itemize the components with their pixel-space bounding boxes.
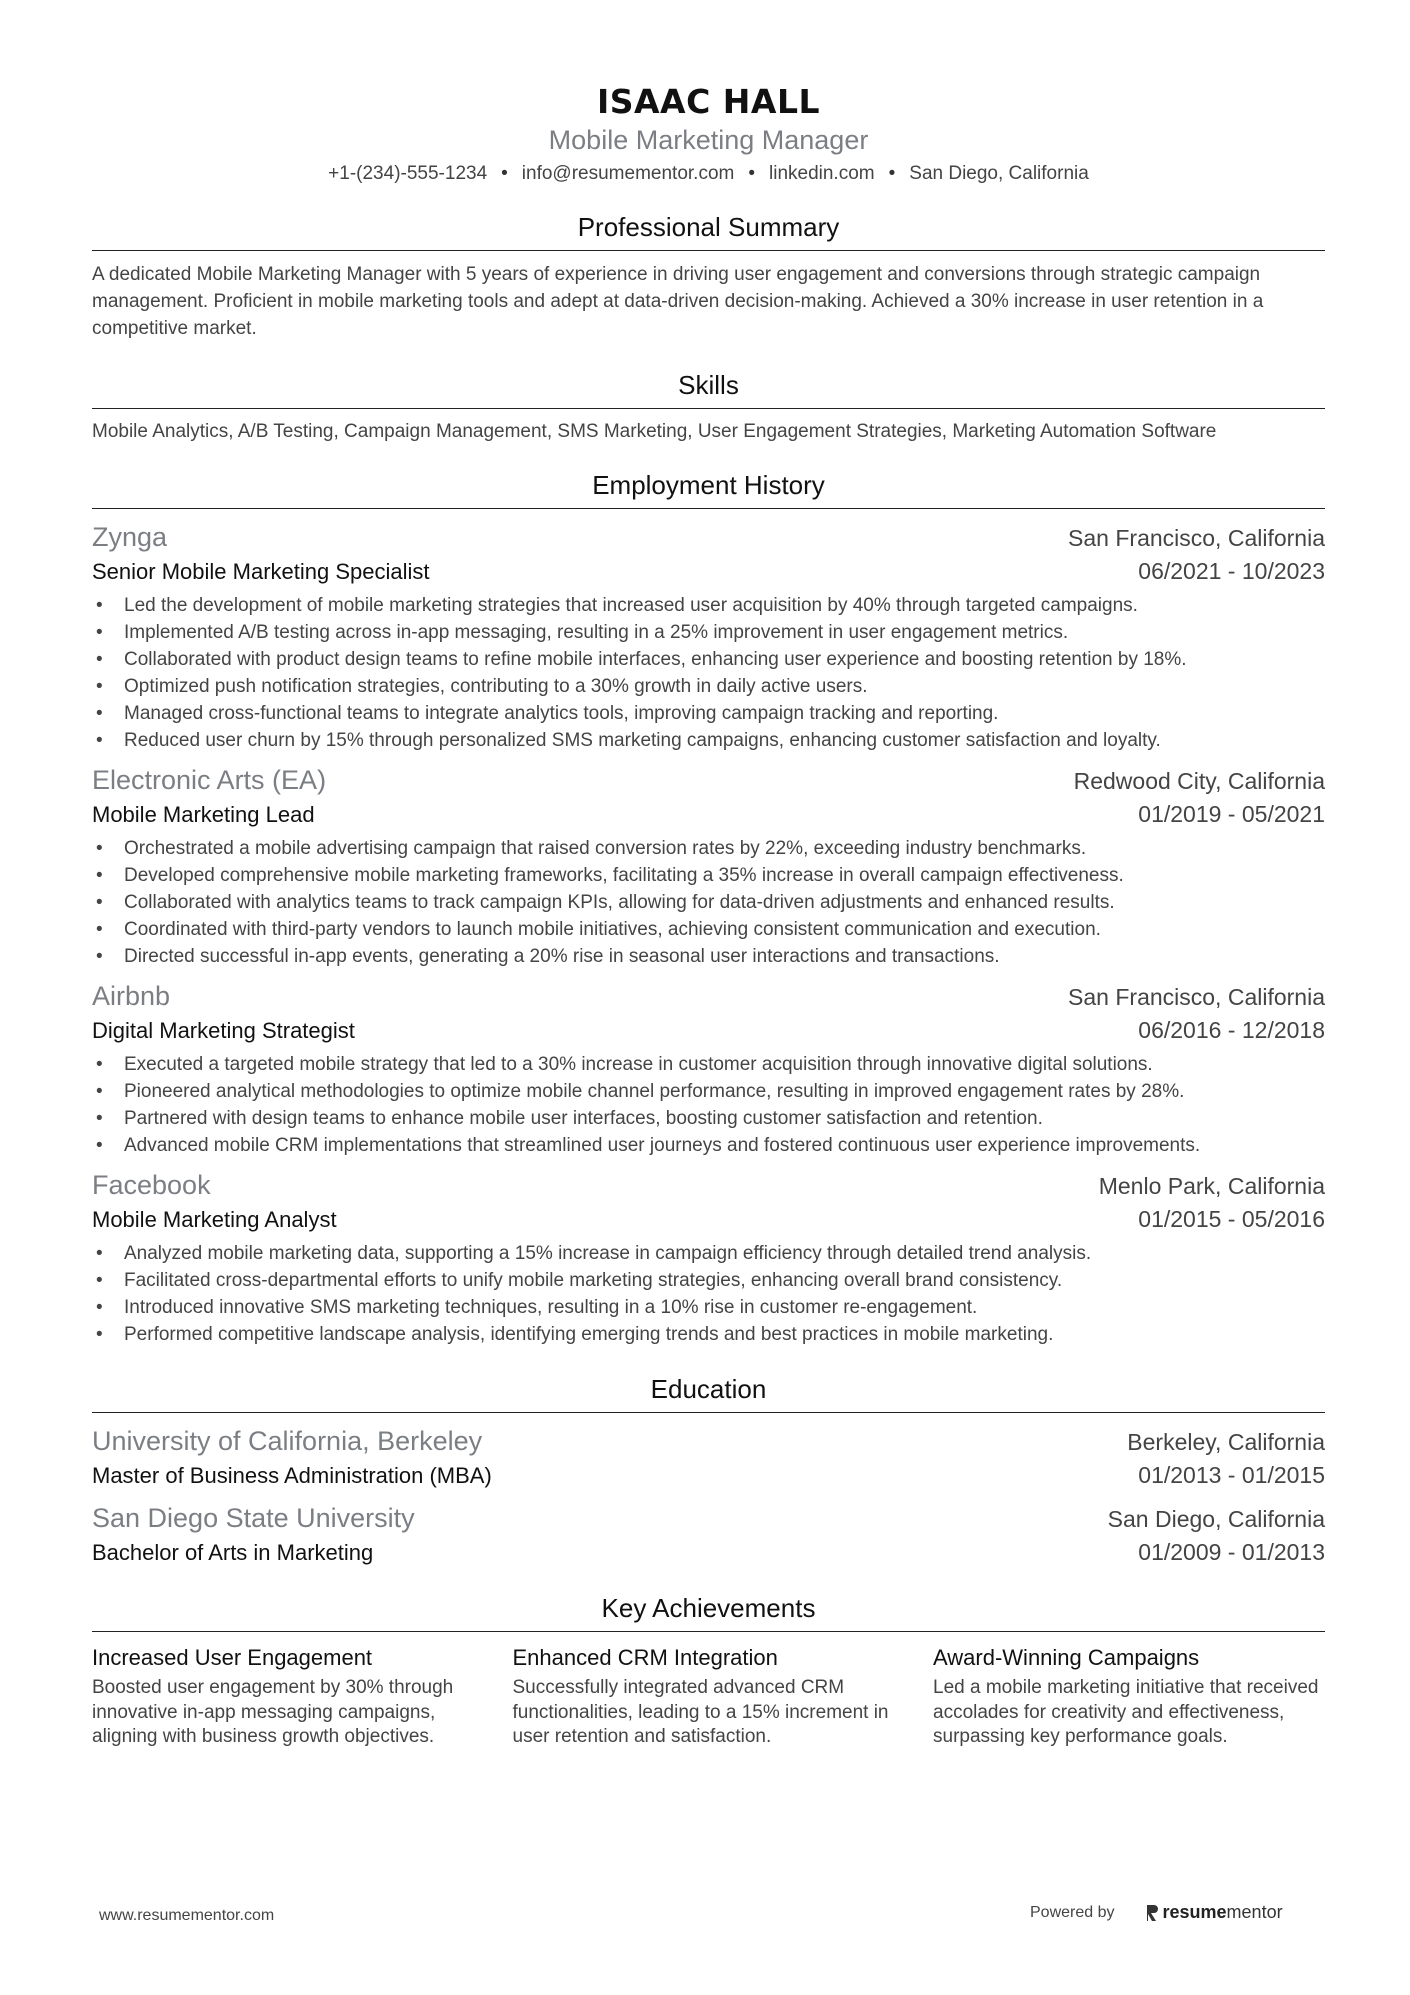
footer-website[interactable]: www.resumementor.com — [99, 1907, 275, 1924]
candidate-name: ISAAC HALL — [596, 82, 821, 121]
job-bullet: • Collaborated with analytics teams to track campaign KPIs, allowing for data-driven adjustments and enhanced results. — [92, 889, 1325, 916]
achievement-desc: Successfully integrated advanced CRM functionalities, leading to a 15% increment in user retention and satisfaction. — [512, 1677, 889, 1747]
job-bullet: • Analyzed mobile marketing data, supporting a 15% increase in campaign efficiency through detailed trend analysis. — [92, 1240, 1325, 1267]
job-location: Menlo Park, California — [1098, 1173, 1325, 1199]
job-company: Zynga — [92, 522, 168, 552]
education-degree: Bachelor of Arts in Marketing — [92, 1540, 374, 1565]
job-bullet: • Led the development of mobile marketing strategies that increased user acquisition by 40% through targeted campaigns. — [92, 592, 1325, 619]
contact-location: San Diego, California — [909, 163, 1089, 184]
job-dates: 06/2021 - 10/2023 — [1138, 558, 1325, 584]
achievement-desc: Boosted user engagement by 30% through innovative in-app messaging campaigns, aligning with business growth objectives. — [92, 1677, 454, 1747]
job-role: Senior Mobile Marketing Specialist — [92, 559, 430, 584]
summary-text: A dedicated Mobile Marketing Manager with 5 years of experience in driving user engagement and conversions through strategic campaign management. Proficient in mobile marketing tools and adept at data-driven decision-making. Achieved a 30% increase in user retention in a competitive market. — [92, 264, 1264, 339]
contact-linkedin[interactable]: linkedin.com — [769, 163, 875, 184]
education-heading: Education — [92, 1372, 1325, 1413]
job-bullet: • Advanced mobile CRM implementations that streamlined user journeys and fostered continuous user experience improvements. — [92, 1132, 1325, 1159]
separator-dot: • — [748, 163, 755, 184]
achievement-card — [513, 1642, 905, 1750]
education-dates: 01/2009 - 01/2013 — [1138, 1539, 1325, 1565]
achievement-card — [933, 1642, 1325, 1750]
job-location: Redwood City, California — [1073, 768, 1325, 794]
job-location: San Francisco, California — [1068, 525, 1325, 551]
contact-line — [92, 160, 1325, 188]
job-company: Facebook — [92, 1170, 211, 1200]
job-bullet: • Partnered with design teams to enhance mobile user interfaces, boosting customer satisfaction and retention. — [92, 1105, 1325, 1132]
achievement-title: Award-Winning Campaigns — [933, 1645, 1200, 1670]
brand-logo[interactable] — [1145, 1902, 1283, 1923]
skills-heading: Skills — [92, 368, 1325, 409]
contact-phone: +1-(234)-555-1234 — [328, 163, 488, 184]
education-dates: 01/2013 - 01/2015 — [1138, 1462, 1325, 1488]
achievement-desc: Led a mobile marketing initiative that received accolades for creativity and effectiveness, surpassing key performance goals. — [933, 1677, 1319, 1747]
brand-name-bold: resume — [1162, 1902, 1227, 1922]
footer-powered-by — [1030, 1902, 1283, 1923]
resumementor-logo-icon — [1145, 1903, 1159, 1923]
job-bullet: • Managed cross-functional teams to integrate analytics tools, improving campaign tracking and reporting. — [92, 700, 1325, 727]
job-location: San Francisco, California — [1068, 984, 1325, 1010]
job-entry — [92, 762, 1325, 970]
job-bullet: • Executed a targeted mobile strategy that led to a 30% increase in customer acquisition through innovative digital solutions. — [92, 1051, 1325, 1078]
job-bullet: • Facilitated cross-departmental efforts to unify mobile marketing strategies, enhancing overall brand consistency. — [92, 1267, 1325, 1294]
education-school: San Diego State University — [92, 1503, 415, 1533]
separator-dot: • — [501, 163, 508, 184]
job-bullets — [92, 1240, 1325, 1348]
job-bullet: • Coordinated with third-party vendors to launch mobile initiatives, achieving consistent communication and execution. — [92, 916, 1325, 943]
job-company: Electronic Arts (EA) — [92, 765, 327, 795]
brand-name-rest: mentor — [1226, 1902, 1283, 1922]
job-bullet: • Pioneered analytical methodologies to optimize mobile channel performance, resulting in improved engagement rates by 28%. — [92, 1078, 1325, 1105]
achievements-grid — [92, 1642, 1325, 1750]
job-bullet: • Performed competitive landscape analysis, identifying emerging trends and best practices in mobile marketing. — [92, 1321, 1325, 1348]
education-location: San Diego, California — [1107, 1506, 1325, 1532]
job-bullet: • Collaborated with product design teams to refine mobile interfaces, enhancing user experience and boosting retention by 18%. — [92, 646, 1325, 673]
candidate-title: Mobile Marketing Manager — [548, 125, 869, 155]
job-bullets — [92, 835, 1325, 970]
powered-by-label: Powered by — [1030, 1903, 1115, 1921]
job-entry — [92, 1167, 1325, 1348]
education-entry — [92, 1500, 1325, 1569]
job-bullets — [92, 1051, 1325, 1159]
job-dates: 06/2016 - 12/2018 — [1138, 1017, 1325, 1043]
job-entry — [92, 519, 1325, 754]
skills-text: Mobile Analytics, A/B Testing, Campaign Management, SMS Marketing, User Engagement Strategies, Marketing Automation Software — [92, 421, 1217, 442]
job-bullet: • Directed successful in-app events, generating a 20% rise in seasonal user interactions and transactions. — [92, 943, 1325, 970]
summary-heading: Professional Summary — [92, 210, 1325, 251]
employment-heading: Employment History — [92, 468, 1325, 509]
job-role: Digital Marketing Strategist — [92, 1018, 355, 1043]
achievement-card — [92, 1642, 484, 1750]
job-dates: 01/2019 - 05/2021 — [1138, 801, 1325, 827]
education-degree: Master of Business Administration (MBA) — [92, 1463, 492, 1488]
achievement-title: Enhanced CRM Integration — [512, 1645, 778, 1670]
education-school: University of California, Berkeley — [92, 1426, 483, 1456]
job-entry — [92, 978, 1325, 1159]
achievements-heading: Key Achievements — [92, 1591, 1325, 1632]
job-dates: 01/2015 - 05/2016 — [1138, 1206, 1325, 1232]
contact-email[interactable]: info@resumementor.com — [521, 163, 735, 184]
job-bullets — [92, 592, 1325, 754]
job-role: Mobile Marketing Analyst — [92, 1207, 337, 1232]
job-company: Airbnb — [92, 981, 171, 1011]
education-location: Berkeley, California — [1127, 1429, 1325, 1455]
job-bullet: • Introduced innovative SMS marketing techniques, resulting in a 10% rise in customer re-engagement. — [92, 1294, 1325, 1321]
job-bullet: • Reduced user churn by 15% through personalized SMS marketing campaigns, enhancing customer satisfaction and loyalty. — [92, 727, 1325, 754]
resume-page — [92, 80, 1325, 1750]
job-role: Mobile Marketing Lead — [92, 802, 315, 827]
job-bullet: • Optimized push notification strategies, contributing to a 30% growth in daily active users. — [92, 673, 1325, 700]
job-bullet: • Implemented A/B testing across in-app messaging, resulting in a 25% improvement in user engagement metrics. — [92, 619, 1325, 646]
job-bullet: • Orchestrated a mobile advertising campaign that raised conversion rates by 22%, exceeding industry benchmarks. — [92, 835, 1325, 862]
separator-dot: • — [888, 163, 896, 184]
education-entry — [92, 1423, 1325, 1492]
achievement-title: Increased User Engagement — [92, 1645, 373, 1670]
job-bullet: • Developed comprehensive mobile marketing frameworks, facilitating a 35% increase in overall campaign effectiveness. — [92, 862, 1325, 889]
